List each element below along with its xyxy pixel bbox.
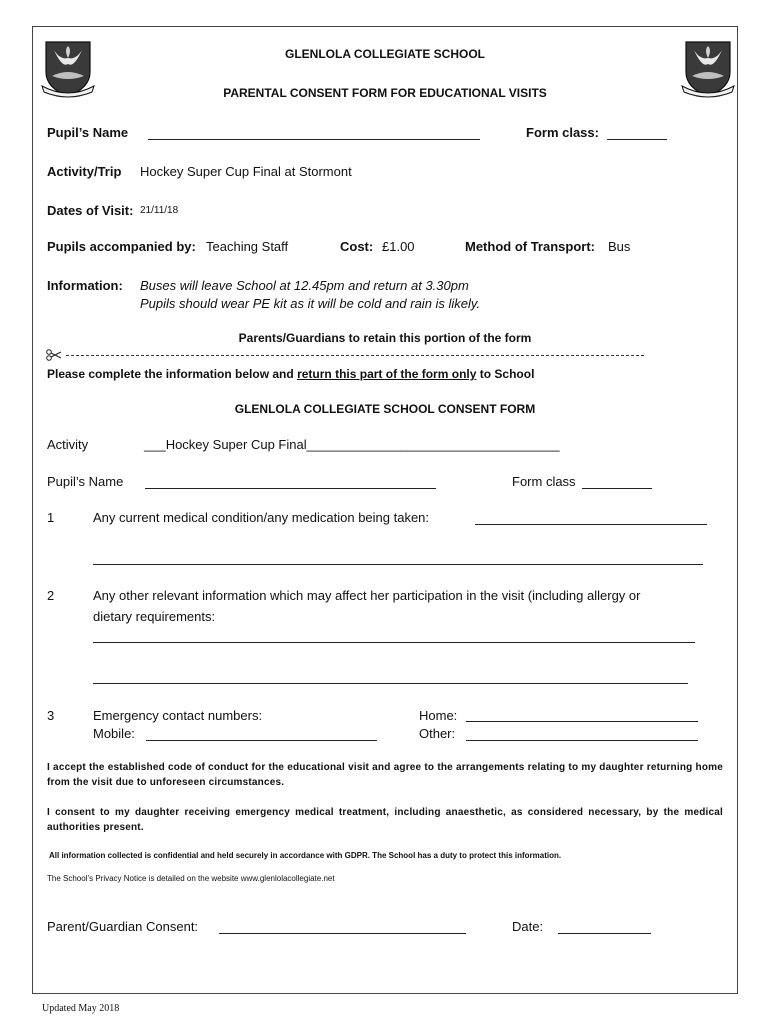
dates-label: Dates of Visit: [47, 203, 134, 218]
privacy-notice: The School’s Privacy Notice is detailed on the website www.glenlolacollegiate.net [47, 874, 335, 883]
question-2-text-line-1: Any other relevant information which may affect her participation in the visit (including allergy or [93, 588, 641, 603]
question-1-text: Any current medical condition/any medication being taken: [93, 510, 430, 525]
question-1-answer-line-2[interactable] [93, 564, 703, 565]
gdpr-notice: All information collected is confidential and held securely in accordance with GDPR. The School has a duty to protect this information. [49, 851, 562, 860]
consent-form-class-label: Form class [512, 474, 576, 489]
consent-pupil-name-field[interactable] [145, 488, 436, 489]
question-3-number: 3 [47, 708, 55, 723]
cut-line [66, 355, 644, 356]
guardian-consent-label: Parent/Guardian Consent: [47, 919, 199, 934]
information-line-2: Pupils should wear PE kit as it will be cold and rain is likely. [140, 296, 481, 311]
question-2-answer-line-1[interactable] [93, 642, 695, 643]
form-class-label: Form class: [526, 125, 599, 140]
home-phone-field[interactable] [466, 721, 698, 722]
question-2-text-line-2: dietary requirements: [93, 609, 216, 624]
cost-label: Cost: [340, 239, 374, 254]
updated-footer: Updated May 2018 [42, 1003, 120, 1014]
consent-form-title: GLENLOLA COLLEGIATE SCHOOL CONSENT FORM [234, 402, 536, 416]
transport-value: Bus [608, 239, 631, 254]
emergency-contact-label: Emergency contact numbers: [93, 708, 263, 723]
question-1-answer-line-1[interactable] [475, 524, 707, 525]
pupil-name-field[interactable] [148, 139, 480, 140]
consent-activity-label: Activity [47, 437, 89, 452]
date-label: Date: [512, 919, 544, 934]
mobile-phone-field[interactable] [146, 740, 377, 741]
information-line-1: Buses will leave School at 12.45pm and return at 3.30pm [140, 278, 469, 293]
code-of-conduct-statement: I accept the established code of conduct for the educational visit and agree to the arrangements relating to my daughter returning home from the visit due to unforeseen circumstances. [47, 762, 723, 788]
accompanied-label: Pupils accompanied by: [47, 239, 196, 254]
activity-trip-value: Hockey Super Cup Final at Stormont [140, 164, 352, 179]
pupil-name-label: Pupil’s Name [47, 125, 129, 140]
guardian-signature-field[interactable] [219, 933, 466, 934]
other-phone-field[interactable] [466, 740, 698, 741]
consent-activity-value: ___Hockey Super Cup Final___________________________________ [144, 437, 560, 452]
information-label: Information: [47, 278, 123, 293]
date-field[interactable] [558, 933, 651, 934]
form-title: PARENTAL CONSENT FORM FOR EDUCATIONAL VISITS [223, 86, 547, 100]
transport-label: Method of Transport: [465, 239, 595, 254]
accompanied-value: Teaching Staff [206, 239, 289, 254]
retain-note: Parents/Guardians to retain this portion of the form [238, 331, 532, 345]
consent-form-class-field[interactable] [582, 488, 652, 489]
medical-consent-statement: I consent to my daughter receiving emergency medical treatment, including anaesthetic, as considered necessary, by the medical authorities present. [47, 807, 723, 833]
other-phone-label: Other: [419, 726, 456, 741]
scissors-icon [46, 349, 62, 361]
question-2-number: 2 [47, 588, 55, 603]
question-2-answer-line-2[interactable] [93, 683, 688, 684]
form-class-field[interactable] [607, 139, 667, 140]
consent-pupil-name-label: Pupil’s Name [47, 474, 124, 489]
home-phone-label: Home: [419, 708, 458, 723]
return-instruction: Please complete the information below and return this part of the form only to School [47, 367, 535, 381]
school-name: GLENLOLA COLLEGIATE SCHOOL [285, 47, 485, 61]
question-1-number: 1 [47, 510, 55, 525]
dates-value: 21/11/18 [140, 205, 179, 216]
mobile-phone-label: Mobile: [93, 726, 135, 741]
activity-trip-label: Activity/Trip [47, 164, 122, 179]
cost-value: £1.00 [382, 239, 415, 254]
